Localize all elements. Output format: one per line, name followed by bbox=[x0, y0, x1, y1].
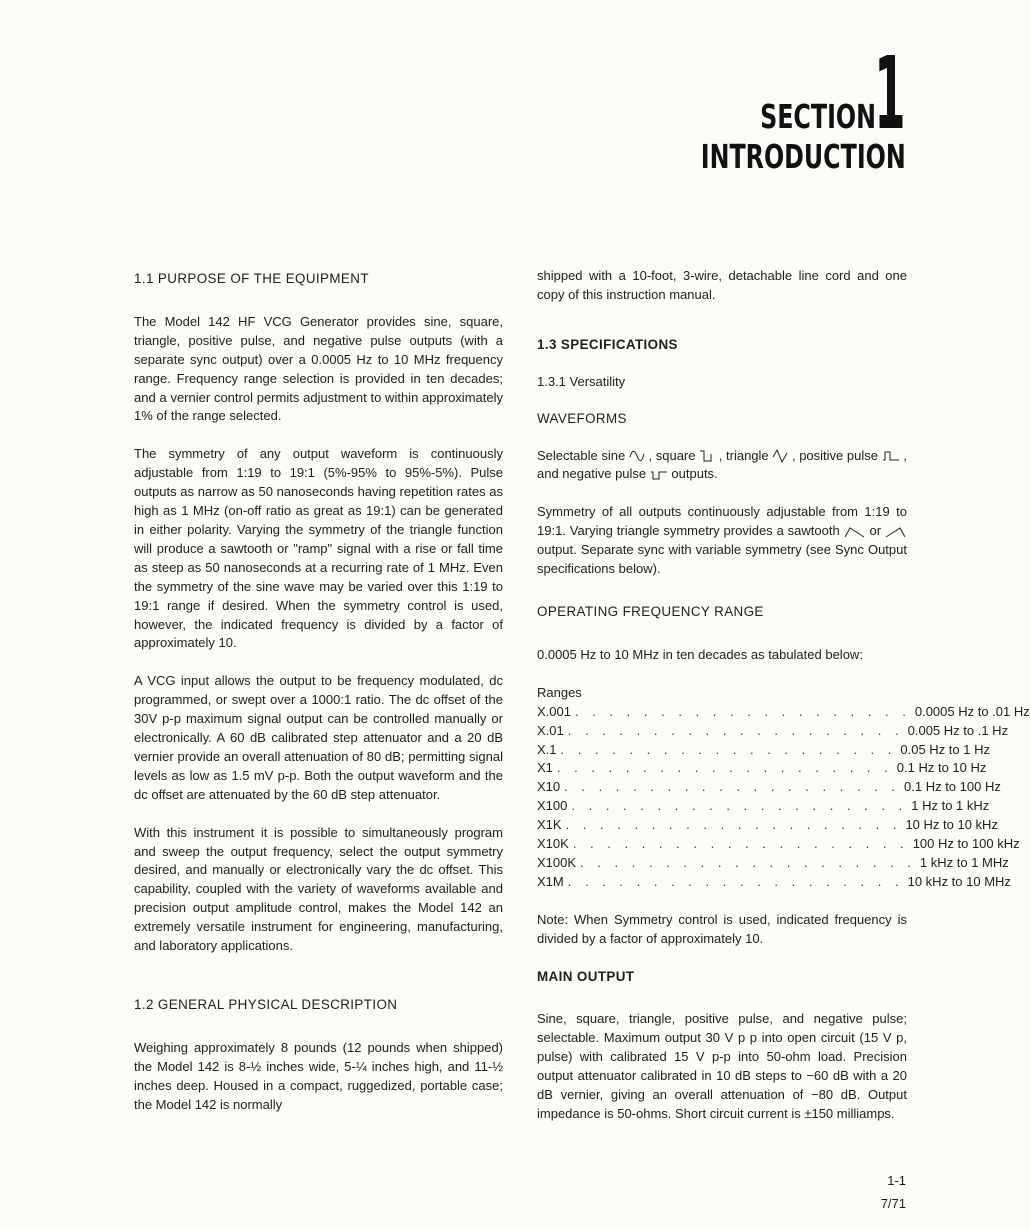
heading-physical-description: 1.2 GENERAL PHYSICAL DESCRIPTION bbox=[134, 997, 398, 1012]
paragraph: Weighing approximately 8 pounds (12 pounds when shipped) the Model 142 is 8-½ inches wide, 5-¼ inches high, and 11-½ inches deep. Housed in a compact, ruggedized, portable case; the Model 142 is normally bbox=[134, 1039, 503, 1112]
range-row bbox=[537, 759, 987, 778]
range-row bbox=[537, 722, 1009, 741]
range-name: X.001 bbox=[537, 703, 571, 719]
heading-specifications: 1.3 SPECIFICATIONS bbox=[537, 336, 678, 352]
dot-leader: . . . . . . . . . . . . . . . . . . . . bbox=[564, 779, 901, 795]
section-title: INTRODUCTION bbox=[700, 137, 906, 176]
right-column bbox=[537, 267, 1030, 1124]
range-row bbox=[537, 854, 1009, 873]
range-value: 1 kHz to 1 MHz bbox=[919, 854, 1009, 870]
range-name: X100 bbox=[537, 798, 568, 814]
heading-operating-frequency-range: OPERATING FREQUENCY RANGE bbox=[537, 603, 764, 619]
range-name: X10 bbox=[537, 779, 561, 795]
heading-purpose: 1.1 PURPOSE OF THE EQUIPMENT bbox=[134, 271, 369, 286]
heading-main-output: MAIN OUTPUT bbox=[537, 968, 635, 984]
paragraph: A VCG input allows the output to be frequency modulated, dc programmed, or swept over a 1000:1 ratio. The dc offset of the 30V p-p maximum signal output can be controlled manually or electronically. A 60 dB calibrated step attenuator and a 20 dB vernier provide an overall attenuation of 80 dB; permitting signal levels as low as 1.5 mV p-p. Both the output waveform and the dc offset are attenuated by the 60 dB step attenuator. bbox=[134, 673, 503, 802]
paragraph: Sine, square, triangle, positive pulse, and negative pulse; selectable. Maximum output 30 V p p into open circuit (15 V p, pulse) with calibrated 15 V p-p into 50-ohm load. Precision output attenuator calibrated in 10 dB steps to −60 dB with a 20 dB vernier, giving an overall attenuation of −80 dB. Output impedance is 50-ohms. Short circuit current is ±150 milliamps. bbox=[537, 1011, 907, 1121]
range-value: 0.05 Hz to 1 Hz bbox=[900, 741, 990, 757]
range-name: X.1 bbox=[537, 741, 557, 757]
range-name: X100K bbox=[537, 854, 577, 870]
positive-pulse-icon bbox=[882, 448, 900, 464]
range-row bbox=[537, 816, 998, 835]
dot-leader: . . . . . . . . . . . . . . . . . . . . bbox=[571, 798, 908, 814]
range-row bbox=[537, 741, 990, 760]
heading-waveforms: WAVEFORMS bbox=[537, 410, 627, 426]
paragraph: The Model 142 HF VCG Generator provides sine, square, triangle, positive pulse, and negative pulse outputs (with a separate sync output) over a 0.0005 Hz to 10 MHz frequency range. Frequency range selection is provided in ten decades; and a vernier control permits adjustment to within approximately 1% of the range selected. bbox=[134, 313, 503, 424]
paragraph: shipped with a 10-foot, 3-wire, detachable line cord and one copy of this instruction manual. bbox=[537, 268, 907, 302]
section-label: SECTION bbox=[760, 97, 876, 136]
range-name: X1K bbox=[537, 817, 562, 833]
range-value: 0.0005 Hz to .01 Hz bbox=[914, 703, 1030, 719]
range-value: 0.1 Hz to 100 Hz bbox=[904, 779, 1001, 795]
paragraph: The symmetry of any output waveform is continuously adjustable from 1:19 to 19:1 (5%-95% to 95%-5%). Pulse outputs as narrow as 50 nanoseconds having repetition rates as high as 1 MHz (on-off ratio as great as 19:1) can be generated in either polarity. Varying the symmetry of the triangle function will produce a sawtooth or "ramp" signal with a rise or fall time as steep as 50 nanoseconds at a recurring rate of 1 MHz. Even the symmetry of the sine wave may be varied over this 1:19 to 19:1 range if desired. When the symmetry control is used, however, the indicated frequency is divided by a factor of approximately 10. bbox=[134, 446, 503, 651]
range-value: 1 Hz to 1 kHz bbox=[911, 798, 990, 814]
page-number: 1-1 bbox=[887, 1173, 906, 1188]
sine-wave-icon bbox=[629, 448, 645, 464]
sawtooth-rising-icon bbox=[885, 525, 907, 539]
left-column bbox=[134, 270, 503, 1115]
range-value: 10 kHz to 10 MHz bbox=[907, 873, 1011, 889]
dot-leader: . . . . . . . . . . . . . . . . . . . . bbox=[572, 836, 909, 852]
square-wave-icon bbox=[699, 448, 715, 464]
dot-leader: . . . . . . . . . . . . . . . . . . . . bbox=[574, 703, 911, 719]
range-row bbox=[537, 873, 1011, 892]
range-value: 10 Hz to 10 kHz bbox=[905, 817, 998, 833]
paragraph-symmetry: Symmetry of all outputs continuously adjustable from 1:19 to 19:1. Varying triangle symmetry provides a sawtooth or output. Separate sync with variable symmetry (see Sync Output specifications below). bbox=[537, 504, 907, 577]
dot-leader: . . . . . . . . . . . . . . . . . . . . bbox=[556, 760, 893, 776]
range-value: 0.1 Hz to 10 Hz bbox=[896, 760, 987, 776]
dot-leader: . . . . . . . . . . . . . . . . . . . . bbox=[560, 741, 897, 757]
range-name: X1M bbox=[537, 873, 564, 889]
paragraph-note: Note: When Symmetry control is used, indicated frequency is divided by a factor of approximately 10. bbox=[537, 911, 907, 946]
paragraph-waveforms: Selectable sine , square , triangle , positive pulse , and negative pulse outputs. bbox=[537, 447, 907, 482]
range-row bbox=[537, 797, 990, 816]
range-row bbox=[537, 778, 1001, 797]
range-value: 0.005 Hz to .1 Hz bbox=[907, 722, 1009, 738]
range-value: 100 Hz to 100 kHz bbox=[912, 836, 1020, 852]
range-name: X10K bbox=[537, 836, 569, 852]
paragraph: 0.0005 Hz to 10 MHz in ten decades as tabulated below: bbox=[537, 646, 863, 662]
negative-pulse-icon bbox=[650, 467, 668, 483]
ranges-table bbox=[537, 703, 1030, 892]
section-number: 1 bbox=[874, 35, 906, 152]
triangle-wave-icon bbox=[772, 448, 788, 464]
dot-leader: . . . . . . . . . . . . . . . . . . . . bbox=[567, 873, 904, 889]
dot-leader: . . . . . . . . . . . . . . . . . . . . bbox=[567, 722, 904, 738]
dot-leader: . . . . . . . . . . . . . . . . . . . . bbox=[580, 854, 916, 870]
revision-date: 7/71 bbox=[880, 1196, 906, 1211]
paragraph: With this instrument it is possible to simultaneously program and sweep the output frequency, select the output symmetry desired, and manually or electronically vary the dc offset. This capability, coupled with the variety of waveforms available and precision output amplitude control, makes the Model 142 an extremely versatile instrument for engineering, manufacturing, and laboratory applications. bbox=[134, 824, 503, 954]
range-name: X1 bbox=[537, 760, 553, 776]
range-row bbox=[537, 703, 1030, 722]
dot-leader: . . . . . . . . . . . . . . . . . . . . bbox=[565, 817, 902, 833]
sawtooth-falling-icon bbox=[844, 525, 866, 539]
ranges-label: Ranges bbox=[537, 684, 582, 700]
range-row bbox=[537, 835, 1020, 854]
heading-versatility: 1.3.1 Versatility bbox=[537, 373, 626, 389]
range-name: X.01 bbox=[537, 722, 564, 738]
